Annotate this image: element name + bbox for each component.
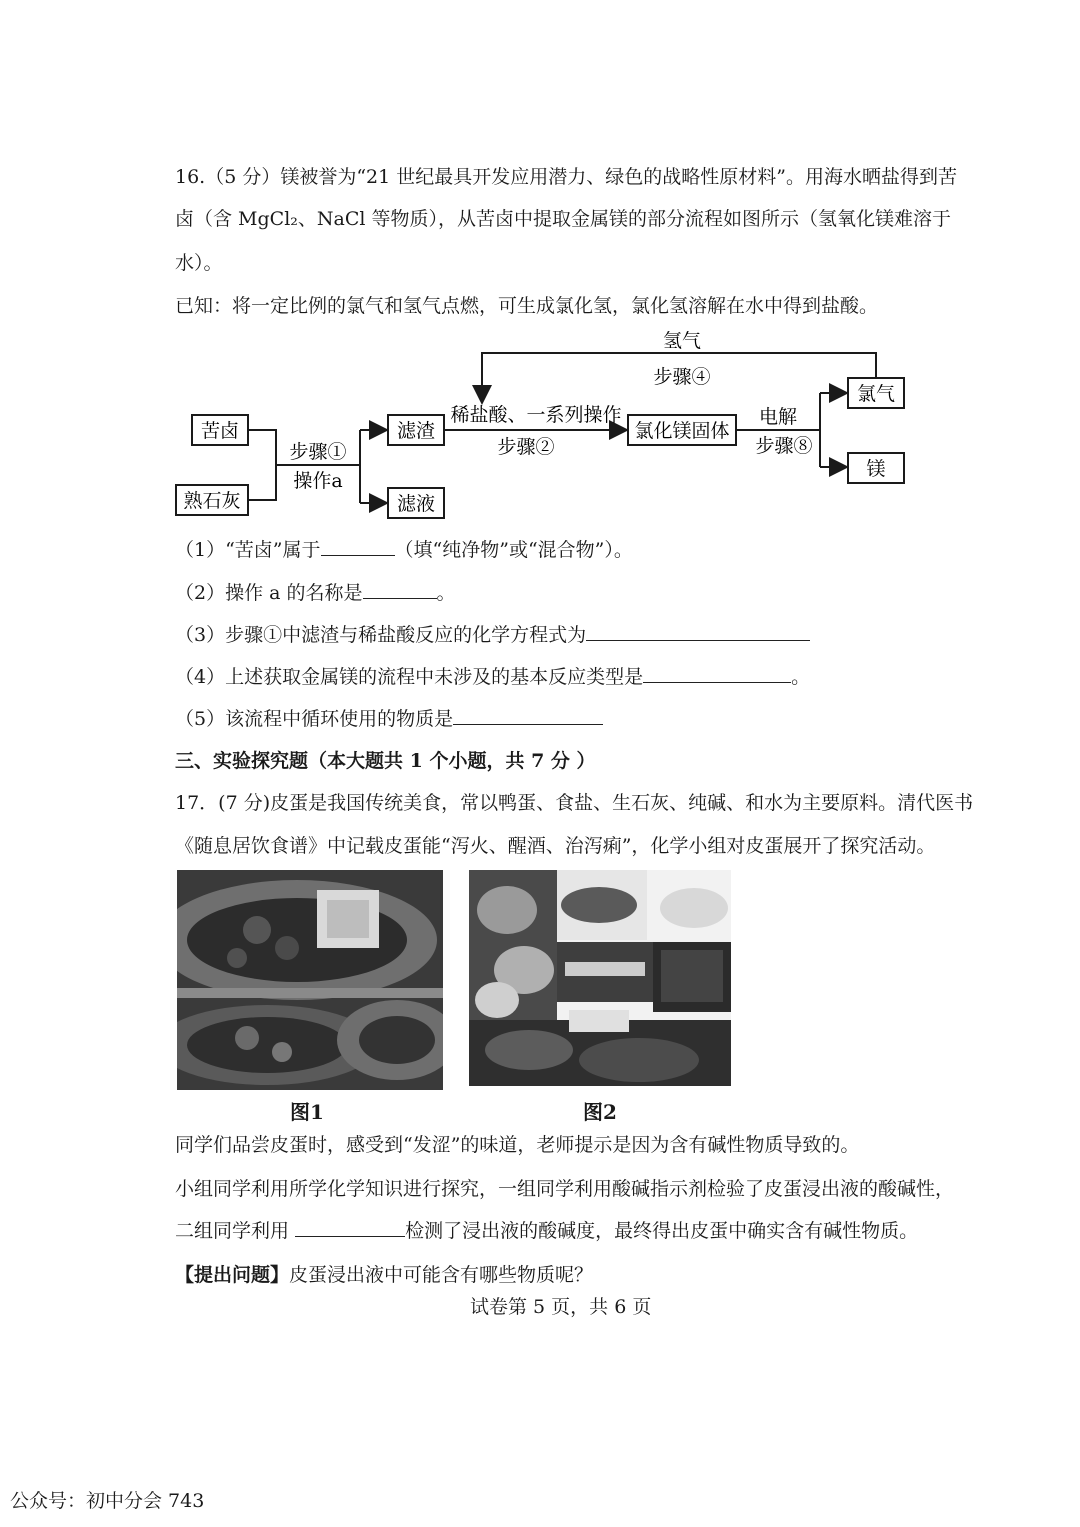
box-mg-label: 镁 — [866, 458, 886, 480]
q16-sub2 — [175, 580, 456, 606]
step3-label: 步骤⑧ — [755, 435, 813, 457]
q17-para-3-end: 检测了浸出液的酸碱度，最终得出皮蛋中确实含有碱性物质。 — [405, 1220, 919, 1242]
box-mgcl2-label: 氯化镁固体 — [634, 420, 730, 442]
q16-sub4 — [175, 664, 810, 690]
q16-sub1 — [175, 537, 633, 563]
watermark-text: 公众号：初中分会 743 — [10, 1490, 205, 1512]
figure-2-caption: 图2 — [583, 1100, 617, 1124]
q16-sub1-hint: （填“纯净物”或“混合物”）。 — [394, 539, 633, 561]
step2-label: 步骤② — [497, 436, 555, 458]
q16-sub5-text: （5）该流程中循环使用的物质是 — [175, 708, 454, 730]
figure-1-photo — [177, 870, 443, 1090]
q16-sub5 — [175, 706, 603, 732]
q16-line-3: 水）。 — [175, 252, 223, 274]
answer-blank-5[interactable] — [453, 706, 603, 725]
q17-para-1: 同学们品尝皮蛋时，感受到“发涩”的味道，老师提示是因为含有碱性物质导致的。 — [175, 1134, 860, 1156]
merge-bracket — [248, 430, 276, 500]
q17-para-3 — [175, 1218, 918, 1244]
ask-tag: 【提出问题】 — [175, 1264, 290, 1286]
answer-blank-2[interactable] — [363, 580, 437, 599]
q17-para-3-start: 二组同学利用 — [175, 1220, 290, 1242]
pidan-collage-image — [469, 870, 731, 1086]
q16-sub1-text: （1）“苦卤”属于 — [175, 539, 321, 561]
box-lvye-label: 滤液 — [396, 493, 436, 515]
ask-text: 皮蛋浸出液中可能含有哪些物质呢？ — [289, 1264, 594, 1286]
q17-para-2: 小组同学利用所学化学知识进行探究，一组同学利用酸碱指示剂检验了皮蛋浸出液的酸碱性， — [175, 1178, 955, 1200]
box-lvzha-label: 滤渣 — [396, 420, 436, 442]
q16-sub3 — [175, 622, 810, 648]
q16-known: 已知：将一定比例的氯气和氢气点燃，可生成氯化氢，氯化氢溶解在水中得到盐酸。 — [175, 295, 879, 317]
q16-line-1: 16.（5 分）镁被誉为“21 世纪最具开发应用潜力、绿色的战略性原材料”。用海水晒盐得到苦 — [175, 166, 957, 188]
box-cl2-label: 氯气 — [856, 383, 896, 405]
q17-ask — [175, 1262, 593, 1288]
step4-label: 步骤④ — [653, 366, 711, 388]
q16-sub4-text: （4）上述获取金属镁的流程中未涉及的基本反应类型是 — [175, 666, 644, 688]
q16-sub4-end: 。 — [791, 666, 811, 688]
answer-blank-3[interactable] — [586, 622, 810, 641]
figure-1-caption: 图1 — [290, 1100, 324, 1124]
process-flow-diagram — [170, 325, 920, 525]
figure-2-photo — [469, 870, 731, 1086]
step1-label: 步骤① — [289, 441, 347, 463]
q16-sub2-end: 。 — [436, 582, 456, 604]
answer-blank-6[interactable] — [295, 1218, 405, 1237]
q17-line-2: 《随息居饮食谱》中记载皮蛋能“泻火、醒酒、治泻痢”，化学小组对皮蛋展开了探究活动。 — [175, 835, 936, 857]
h2-label: 氢气 — [662, 330, 702, 352]
pidan-tray-image — [177, 870, 443, 1090]
answer-blank-1[interactable] — [321, 537, 395, 556]
q17-line-1: 17．(7 分)皮蛋是我国传统美食，常以鸭蛋、食盐、生石灰、纯碱、和水为主要原料。清代医书 — [175, 792, 974, 814]
section-3-heading: 三、实验探究题（本大题共 1 个小题，共 7 分 ） — [175, 750, 596, 772]
box-kulu-label: 苦卤 — [200, 420, 240, 442]
q16-sub3-text: （3）步骤①中滤渣与稀盐酸反应的化学方程式为 — [175, 624, 587, 646]
answer-blank-4[interactable] — [643, 664, 791, 683]
q16-line-2: 卤（含 MgCl₂、NaCl 等物质），从苦卤中提取金属镁的部分流程如图所示（氢氧化镁难溶于 — [175, 208, 951, 230]
op-a-label: 操作a — [293, 470, 343, 492]
box-shishihui-label: 熟石灰 — [183, 490, 241, 512]
acid-label: 稀盐酸、一系列操作 — [450, 404, 622, 426]
page-footer: 试卷第 5 页，共 6 页 — [470, 1296, 652, 1318]
dianjie-label: 电解 — [758, 406, 798, 428]
q16-sub2-text: （2）操作 a 的名称是 — [175, 582, 363, 604]
